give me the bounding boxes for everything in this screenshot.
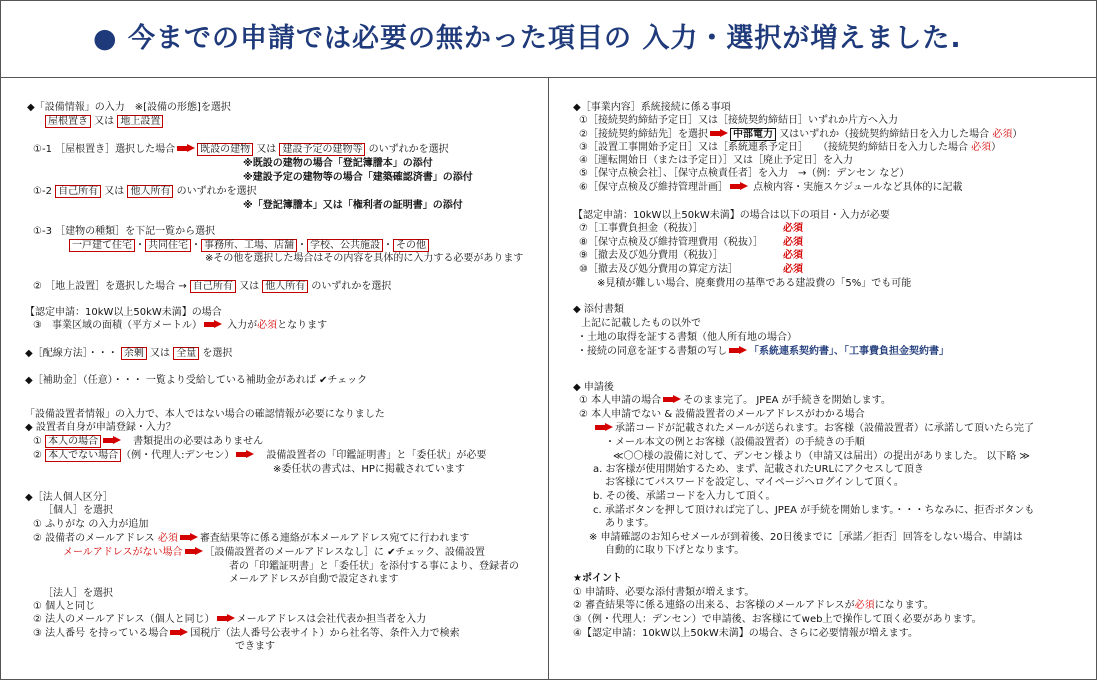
option-school: 学校、公共施設 — [307, 239, 383, 252]
cost-item-9 — [579, 249, 803, 262]
corp-email-text: メールアドレスは会社代表か担当者を入力 — [236, 614, 427, 625]
option-roof: 屋根置き — [45, 115, 91, 128]
point-1: ① 申請時、必要な添付書類が増えます。 — [573, 587, 755, 598]
required-mark: 必須 — [854, 600, 875, 611]
option-planned: 建設予定の建物等 — [279, 143, 365, 156]
option-own: 自己所有 — [55, 185, 101, 198]
cost-label: ⑧［保守点検及び維持管理費用（税抜）］ — [579, 237, 763, 248]
connection-doc-label: ・接続の同意を証する書類の写し — [577, 346, 727, 357]
approval-code-line — [593, 422, 1034, 435]
maintenance-plan-line — [579, 181, 963, 194]
installer-info-heading: 「設備設置者情報」の入力で、本人ではない場合の確認情報が必要になりました — [25, 409, 385, 420]
step-a-line-2: お客様にてパスワードを設定し、マイページへログインして頂く。 — [605, 477, 904, 488]
required-mark: 必須 — [783, 223, 803, 234]
proxy-application-line: ② 本人申請でない & 設備設置者のメールアドレスがわかる場合 — [579, 409, 865, 420]
note-other: ※その他を選択した場合はその内容を具体的に入力する必要があります — [205, 253, 524, 264]
text-or: 又は — [91, 116, 118, 127]
corp-same-line: ① 個人と同じ — [33, 601, 96, 612]
note-confirmation: ※建設予定の建物等の場合「建築確認済書」の添付 — [243, 172, 473, 183]
maintenance-plan-label: ⑥［保守点検及び維持管理計画］ — [579, 182, 728, 193]
maintenance-company-line: ⑤［保守点検会社］、［保守点検責任者］を入力 →（例：デンセン など） — [579, 168, 910, 179]
option-surplus: 余剰 — [121, 347, 147, 360]
ground-ownership-line — [33, 280, 391, 293]
individual-heading: ［個人］を選択 — [43, 505, 113, 516]
step-c-line: c. 承諾ボタンを押して頂ければ完了し、JPEA が手続を開始します。・・・ちなみに、拒否ボタンも — [593, 505, 1035, 516]
arrow-right-icon — [177, 144, 195, 153]
operation-date-line: ④［運転開始日（または予定日）］又は［廃止予定日］を入力 — [579, 155, 853, 166]
num: ① — [33, 436, 46, 447]
no-email-text: ［設備設置者のメールアドレスなし］に ✔チェック、設備設置 — [204, 547, 485, 558]
auto-withdraw-note: ※ 申請確認のお知らせメールが到着後、20日後までに［承諾／拒否］回答をしない場合、申請は — [589, 532, 1023, 543]
title-banner — [1, 1, 1096, 78]
arrow-right-icon — [729, 346, 747, 355]
required-mark: 必須 — [971, 142, 992, 153]
arrow-right-icon — [663, 395, 681, 404]
option-other: 他人所有 — [262, 280, 308, 293]
select-text: のいずれかを選択 — [365, 144, 449, 155]
paren-close: ） — [1012, 129, 1023, 140]
no-email-line — [63, 546, 485, 559]
corp-number-text-2: できます — [235, 641, 275, 652]
text-or: 又は — [235, 281, 263, 292]
corp-email-label: ② 法人のメールアドレス（個人と同じ） — [33, 614, 215, 625]
arrow-right-icon — [236, 450, 254, 459]
option-existing: 既設の建物 — [197, 143, 253, 156]
email-label: ② 設備者のメールアドレス — [33, 533, 158, 544]
column-divider — [548, 77, 549, 680]
self-application-text: そのまま完了。 JPEA が手続きを開始します。 — [683, 395, 891, 406]
select-text: を選択 — [199, 348, 233, 359]
proxy-case-line — [33, 449, 486, 462]
roof-label: ①-1 ［屋根置き］選択した場合 — [33, 144, 176, 155]
contract-party-text: 又はいずれか（接続契約締結日を入力した場合 — [775, 129, 993, 140]
corp-number-label: ③ 法人番号 を持っている場合 — [33, 628, 169, 639]
point-3: ③（例・代理人：デンセン）で申請後、お客様にてweb上で操作して頂く必要があります。 — [573, 614, 982, 625]
cost-label: ⑨［撤去及び処分費用（税抜）］ — [579, 250, 723, 261]
construction-date-text: ③［設置工事開始予定日］又は［系統連系予定日］ （接続契約締結日を入力した場合 — [579, 142, 972, 153]
required-mark: 必須 — [257, 320, 278, 331]
text-or: 又は — [253, 144, 280, 155]
construction-date-line — [579, 141, 1001, 154]
attachments-heading: ◆ 添付書類 — [573, 304, 624, 315]
self-case-label: 本人の場合 — [45, 435, 101, 448]
arrow-right-icon — [170, 628, 188, 637]
connection-document-line — [577, 345, 949, 358]
corporation-heading: ［法人］を選択 — [43, 588, 113, 599]
cost-item-10 — [579, 263, 803, 276]
business-heading: ◆［事業内容］系統接続に係る事項 — [573, 102, 731, 113]
land-document-line: ・土地の取得を証する書類（他人所有地の場合） — [577, 332, 797, 343]
contract-party-line — [579, 128, 1022, 141]
text-or: 又は — [146, 348, 174, 359]
required-mark: 必須 — [992, 129, 1013, 140]
arrow-right-icon — [730, 182, 748, 191]
estimate-note: ※見積が難しい場合、廃棄費用の基準である建設費の「5%」でも可能 — [597, 278, 912, 289]
auto-withdraw-note-2: 自動的に取り下げとなります。 — [605, 545, 745, 556]
note-registry: ※既設の建物の場合「登記簿謄本」の添付 — [243, 158, 433, 169]
email-sample-text: ≪〇〇様の設備に対して、デンセン様より（申請又は届出）の提出がありました。 以下略 ≫ — [613, 451, 1030, 462]
no-email-label: メールアドレスがない場合 — [63, 547, 183, 558]
ownership-line — [33, 185, 257, 198]
point-2-end: になります。 — [874, 600, 934, 611]
contract-date-line: ①［接続契約締結予定日］又は［接続契約締結日］いずれか片方へ入力 — [579, 115, 898, 126]
proxy-case-label: 本人でない場合 — [45, 449, 121, 462]
equipment-info-heading: ◆「設備情報」の入力 ※[設備の形態]を選択 — [27, 102, 231, 113]
corp-email-line — [33, 613, 426, 626]
point-4: ④【認定申請：10kW以上50kW未満】の場合、さらに必要情報が増えます。 — [573, 628, 918, 639]
select-text: のいずれかを選択 — [173, 186, 257, 197]
certification-heading: 【認定申請：10kW以上50kW未満】の場合 — [25, 307, 222, 318]
self-case-line — [33, 435, 263, 448]
utility-option: 中部電力 — [730, 128, 776, 141]
note-rights: ※「登記簿謄本」又は「権利者の証明書」の添付 — [243, 200, 463, 211]
self-case-text: 書類提出の必要はありません — [123, 436, 264, 447]
note-letter-of-attorney: ※委任状の書式は、HPに掲載されています — [273, 464, 465, 475]
ownership-label: ①-2 — [33, 186, 56, 197]
area-label: ③ 事業区域の面積（平方メートル） — [33, 320, 202, 331]
arrow-right-icon — [103, 436, 121, 445]
option-full: 全量 — [173, 347, 199, 360]
step-b-line: b. その後、承諾コードを入力して頂く。 — [593, 491, 776, 502]
self-registration-question: ◆ 設置者自身が申請登録・入力？ — [25, 422, 176, 433]
email-text: 審査結果等に係る連絡が本メールアドレス宛てに行われます — [199, 533, 470, 544]
option-office: 事務所、工場、店舗 — [201, 239, 297, 252]
paren-close: ） — [991, 142, 1002, 153]
option-own: 自己所有 — [190, 280, 236, 293]
arrow-right-icon — [595, 423, 613, 432]
mount-type-options — [45, 115, 163, 128]
email-example-line: ・メール本文の例とお客様（設備設置者）の手続きの手順 — [605, 437, 865, 448]
building-type-options: 一戸建て住宅 ・ 共同住宅 ・ 事務所、工場、店舗 ・ 学校、公共施設 ・ その他 — [69, 239, 429, 252]
required-mark: 必須 — [783, 237, 803, 248]
required-mark: 必須 — [783, 250, 803, 261]
arrow-right-icon — [204, 320, 222, 329]
self-application-line — [579, 394, 891, 407]
furigana-line: ① ふりがな の入力が追加 — [33, 519, 149, 530]
required-mark: 必須 — [157, 533, 178, 544]
corp-number-text: 国税庁（法人番号公表サイト）から社名等、条件入力で検索 — [190, 628, 460, 639]
roof-building-line — [33, 143, 449, 156]
option-apartment: 共同住宅 — [145, 239, 191, 252]
maintenance-plan-text: 点検内容・実施スケジュールなど具体的に記載 — [749, 182, 963, 193]
option-ground: 地上設置 — [117, 115, 163, 128]
point-2-text: ② 審査結果等に係る連絡の出来る、お客様のメールアドレスが — [573, 600, 855, 611]
area-text-end: となります — [277, 320, 328, 331]
attachments-intro: 上記に記載したもの以外で — [581, 318, 701, 329]
arrow-right-icon — [217, 614, 235, 623]
select-text: のいずれかを選択 — [308, 281, 392, 292]
text-or: 又は — [101, 186, 128, 197]
step-c-line-2: あります。 — [605, 518, 655, 529]
area-text: 入力が — [223, 320, 258, 331]
option-house: 一戸建て住宅 — [69, 239, 135, 252]
proxy-requirement: 設備設置者の「印鑑証明書」と「委任状」が必要 — [256, 450, 487, 461]
certification-requirements-heading: 【認定申請：10kW以上50kW未満】の場合は以下の項目・入力が必要 — [573, 210, 890, 221]
proxy-example: （例・代理人:デンセン） — [121, 450, 235, 461]
step-a-line: a. お客様が使用開始するため、まず、記載されたURLにアクセスして頂き — [593, 464, 924, 475]
page-title: ● 今までの申請では必要の無かった項目の 入力・選択が増えました. — [93, 23, 962, 54]
wiring-line — [25, 347, 232, 360]
arrow-right-icon — [180, 533, 198, 542]
num: ② — [33, 450, 46, 461]
point-2 — [573, 599, 934, 612]
no-email-text-3: メールアドレスが自動で設定されます — [229, 574, 399, 585]
required-mark: 必須 — [783, 264, 803, 275]
subsidy-line: ◆［補助金］（任意）・・・ 一覧より受給している補助金があれば ✔チェック — [25, 375, 368, 386]
cost-label: ⑩［撤去及び処分費用の算定方法］ — [579, 264, 738, 275]
approval-code-text: 承諾コードが記載されたメールが送られます。お客様（設備設置者）に承諾して頂いたら完了 — [615, 423, 1034, 434]
option-other-type: その他 — [393, 239, 429, 252]
arrow-right-icon — [710, 129, 728, 138]
cost-item-8 — [579, 236, 803, 249]
cost-label: ⑦［工事費負担金（税抜）］ — [579, 223, 703, 234]
entity-type-heading: ◆［法人個人区分］ — [25, 492, 113, 503]
email-line — [33, 532, 469, 545]
connection-doc-names: 「系統連系契約書」、「工事費負担金契約書」 — [749, 346, 949, 357]
area-line — [33, 319, 327, 332]
points-heading: ★ポイント — [573, 573, 622, 584]
wiring-label: ◆［配線方法］・・・ — [25, 348, 121, 359]
corp-number-line — [33, 627, 460, 640]
contract-party-label: ②［接続契約締結先］を選択 — [579, 129, 708, 140]
after-application-heading: ◆ 申請後 — [573, 382, 614, 393]
building-type-line: ①-3 ［建物の種類］を下記一覧から選択 — [33, 226, 216, 237]
option-other: 他人所有 — [127, 185, 173, 198]
arrow-right-icon — [185, 547, 203, 556]
ground-label: ② ［地上設置］を選択した場合 → — [33, 281, 190, 292]
no-email-text-2: 者の「印鑑証明書」と「委任状」を添付する事により、登録者の — [229, 561, 519, 572]
cost-item-7 — [579, 222, 803, 235]
self-application-label: ① 本人申請の場合 — [579, 395, 662, 406]
